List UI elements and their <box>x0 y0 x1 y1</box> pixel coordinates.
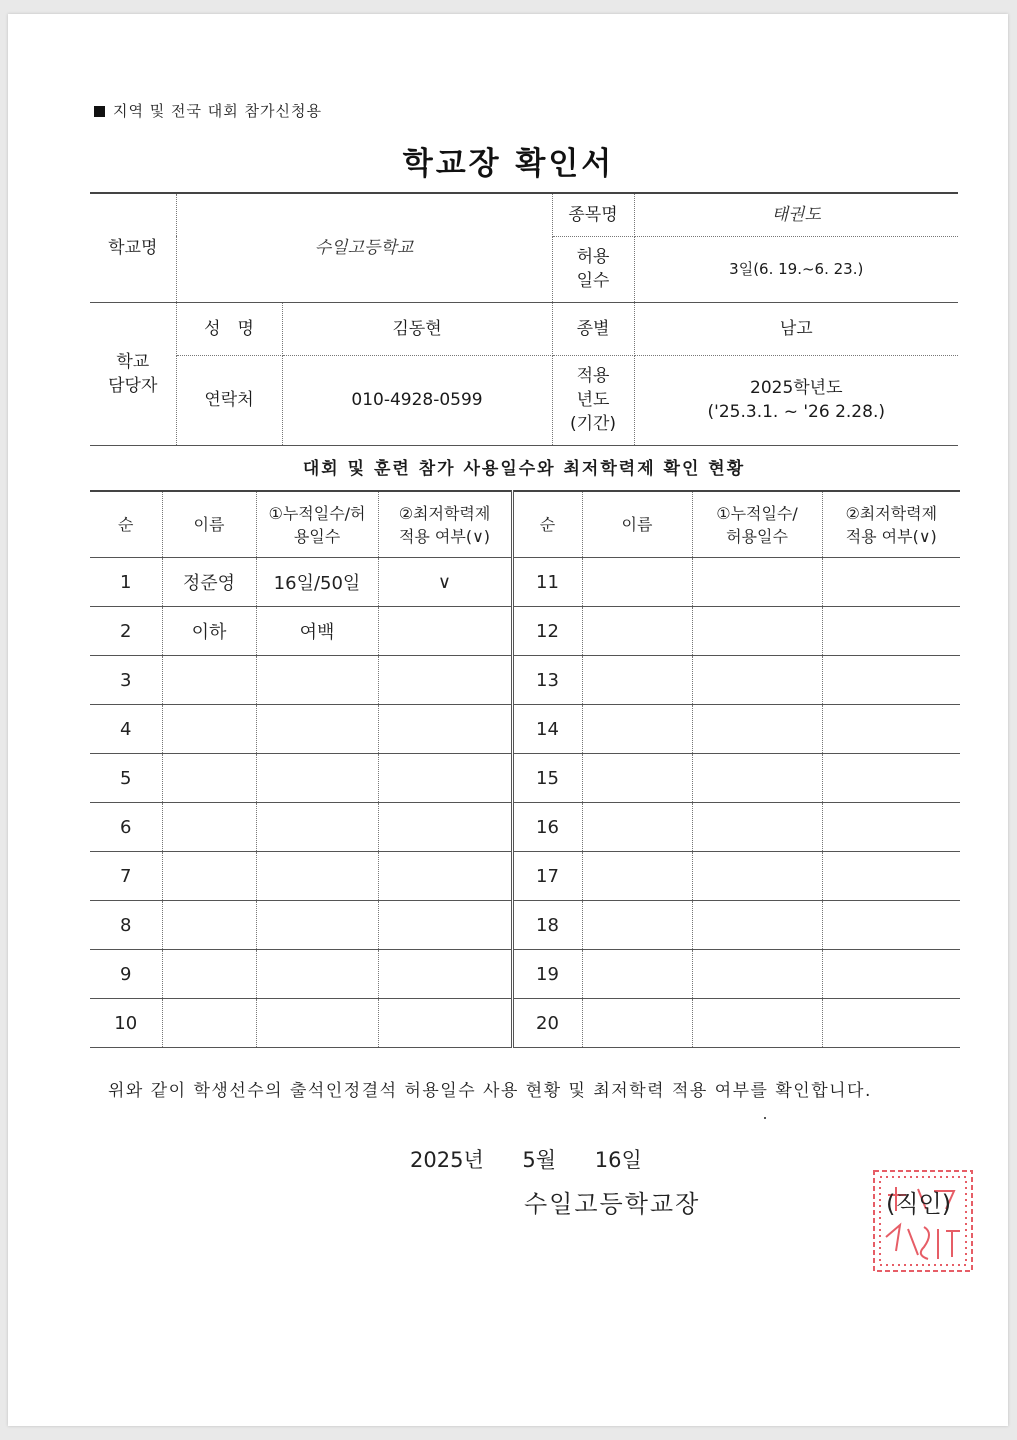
category-label: 종별 <box>552 302 634 355</box>
cell-days-2 <box>692 803 822 852</box>
cell-no: 4 <box>90 705 162 754</box>
cell-name-2 <box>582 852 692 901</box>
contact-person-label-line2: 담당자 <box>108 375 158 396</box>
contact-person-label <box>90 302 176 445</box>
cell-name <box>162 950 256 999</box>
cell-no-2: 13 <box>512 656 582 705</box>
date-month: 5월 <box>522 1148 557 1172</box>
issue-date <box>410 1144 674 1174</box>
table-row <box>90 999 960 1048</box>
cell-days <box>256 950 378 999</box>
header-no: 순 <box>90 491 162 558</box>
cell-no: 5 <box>90 754 162 803</box>
table-row <box>90 901 960 950</box>
cell-name <box>162 656 256 705</box>
cell-no-2: 20 <box>512 999 582 1048</box>
cell-no: 6 <box>90 803 162 852</box>
cell-days-2 <box>692 754 822 803</box>
cell-days <box>256 999 378 1048</box>
allowed-days-value: 3일(6. 19.~6. 23.) <box>634 236 958 302</box>
cell-no-2: 15 <box>512 754 582 803</box>
allowed-days-label-line2: 일수 <box>576 271 610 291</box>
cell-days: 16일/50일 <box>256 558 378 607</box>
school-name-value: 수일고등학교 <box>176 193 552 302</box>
cell-no-2: 11 <box>512 558 582 607</box>
cell-name-2 <box>582 950 692 999</box>
header-note <box>94 100 322 121</box>
allowed-days-label-line1: 허용 <box>576 247 610 267</box>
cell-no: 7 <box>90 852 162 901</box>
cell-no: 3 <box>90 656 162 705</box>
header-no-2: 순 <box>512 491 582 558</box>
cell-days <box>256 901 378 950</box>
square-bullet-icon <box>94 106 105 117</box>
header-note-text: 지역 및 전국 대회 참가신청용 <box>113 102 322 120</box>
cell-days <box>256 852 378 901</box>
cell-check-2 <box>822 754 960 803</box>
cell-check <box>378 803 512 852</box>
cell-name <box>162 852 256 901</box>
category-value: 남고 <box>634 302 958 355</box>
name-value: 김동현 <box>282 302 552 355</box>
cell-name: 이하 <box>162 607 256 656</box>
phone-value: 010-4928-0599 <box>282 355 552 445</box>
cell-days <box>256 754 378 803</box>
year-label <box>552 355 634 445</box>
year-label-line1: 적용 <box>576 366 610 386</box>
cell-check <box>378 607 512 656</box>
cell-check <box>378 999 512 1048</box>
official-seal-stamp <box>866 1165 980 1277</box>
cell-check-2 <box>822 803 960 852</box>
cell-name-2 <box>582 901 692 950</box>
seal-label: (직인) <box>886 1190 952 1218</box>
cell-days-2 <box>692 705 822 754</box>
cell-days <box>256 705 378 754</box>
cell-days <box>256 803 378 852</box>
cell-check-2 <box>822 607 960 656</box>
cell-days-2 <box>692 607 822 656</box>
date-year: 2025년 <box>410 1148 484 1172</box>
cell-check-2 <box>822 852 960 901</box>
cell-name-2 <box>582 705 692 754</box>
signer-name: 수일고등학교장 <box>524 1190 701 1218</box>
roster-header-row <box>90 491 960 558</box>
cell-no-2: 16 <box>512 803 582 852</box>
cell-check-2 <box>822 558 960 607</box>
cell-no-2: 18 <box>512 901 582 950</box>
cell-name <box>162 999 256 1048</box>
header-check: ②최저학력제 적용 여부(∨) <box>378 491 512 558</box>
phone-label: 연락처 <box>176 355 282 445</box>
cell-days-2 <box>692 901 822 950</box>
cell-days <box>256 656 378 705</box>
header-check-2: ②최저학력제 적용 여부(∨) <box>822 491 960 558</box>
roster-table <box>90 490 960 1048</box>
header-name: 이름 <box>162 491 256 558</box>
cell-days-2 <box>692 656 822 705</box>
cell-no-2: 17 <box>512 852 582 901</box>
header-name-2: 이름 <box>582 491 692 558</box>
cell-name-2 <box>582 558 692 607</box>
cell-no: 10 <box>90 999 162 1048</box>
date-day: 16일 <box>594 1148 642 1172</box>
cell-no-2: 14 <box>512 705 582 754</box>
cell-check-2 <box>822 901 960 950</box>
header-days: ①누적일수/허 용일수 <box>256 491 378 558</box>
cell-name <box>162 705 256 754</box>
cell-name <box>162 803 256 852</box>
cell-check-2 <box>822 999 960 1048</box>
table-row <box>90 803 960 852</box>
year-value <box>634 355 958 445</box>
year-value-line1: 2025학년도 <box>750 378 843 398</box>
closing-statement: 위와 같이 학생선수의 출석인정결석 허용일수 사용 현황 및 최저학력 적용 여부를 확인합니다. <box>108 1081 872 1101</box>
cell-check <box>378 852 512 901</box>
cell-name-2 <box>582 803 692 852</box>
roster-caption: 대회 및 훈련 참가 사용일수와 최저학력제 확인 현황 <box>302 459 746 479</box>
allowed-days-label <box>552 236 634 302</box>
cell-no: 1 <box>90 558 162 607</box>
cell-name: 정준영 <box>162 558 256 607</box>
cell-name <box>162 901 256 950</box>
table-row <box>90 558 960 607</box>
cell-days: 여백 <box>256 607 378 656</box>
year-label-line2: 년도 <box>576 390 610 410</box>
cell-check <box>378 950 512 999</box>
cell-check-2 <box>822 656 960 705</box>
cell-days-2 <box>692 999 822 1048</box>
cell-check <box>378 705 512 754</box>
cell-check-2 <box>822 705 960 754</box>
header-days-2: ①누적일수/ 허용일수 <box>692 491 822 558</box>
cell-no-2: 12 <box>512 607 582 656</box>
cell-check <box>378 901 512 950</box>
table-row <box>90 705 960 754</box>
sport-value: 태권도 <box>634 193 958 236</box>
year-value-line2: ('25.3.1. ~ '26 2.28.) <box>707 402 885 422</box>
table-row <box>90 950 960 999</box>
cell-no: 9 <box>90 950 162 999</box>
cell-name-2 <box>582 999 692 1048</box>
document-title: 학교장 확인서 <box>402 146 615 182</box>
cell-check-2 <box>822 950 960 999</box>
cell-days-2 <box>692 558 822 607</box>
stray-dot <box>764 1117 766 1119</box>
table-row <box>90 607 960 656</box>
table-row <box>90 852 960 901</box>
cell-no: 8 <box>90 901 162 950</box>
cell-name-2 <box>582 754 692 803</box>
cell-check <box>378 656 512 705</box>
cell-check: ∨ <box>378 558 512 607</box>
name-label: 성 명 <box>176 302 282 355</box>
info-table <box>90 192 958 446</box>
table-row <box>90 754 960 803</box>
school-name-label: 학교명 <box>90 193 176 302</box>
cell-days-2 <box>692 950 822 999</box>
cell-name-2 <box>582 607 692 656</box>
cell-name <box>162 754 256 803</box>
cell-no: 2 <box>90 607 162 656</box>
year-label-line3: (기간) <box>569 414 617 434</box>
sport-label: 종목명 <box>552 193 634 236</box>
cell-days-2 <box>692 852 822 901</box>
cell-check <box>378 754 512 803</box>
table-row <box>90 656 960 705</box>
cell-name-2 <box>582 656 692 705</box>
cell-no-2: 19 <box>512 950 582 999</box>
contact-person-label-line1: 학교 <box>116 351 150 372</box>
